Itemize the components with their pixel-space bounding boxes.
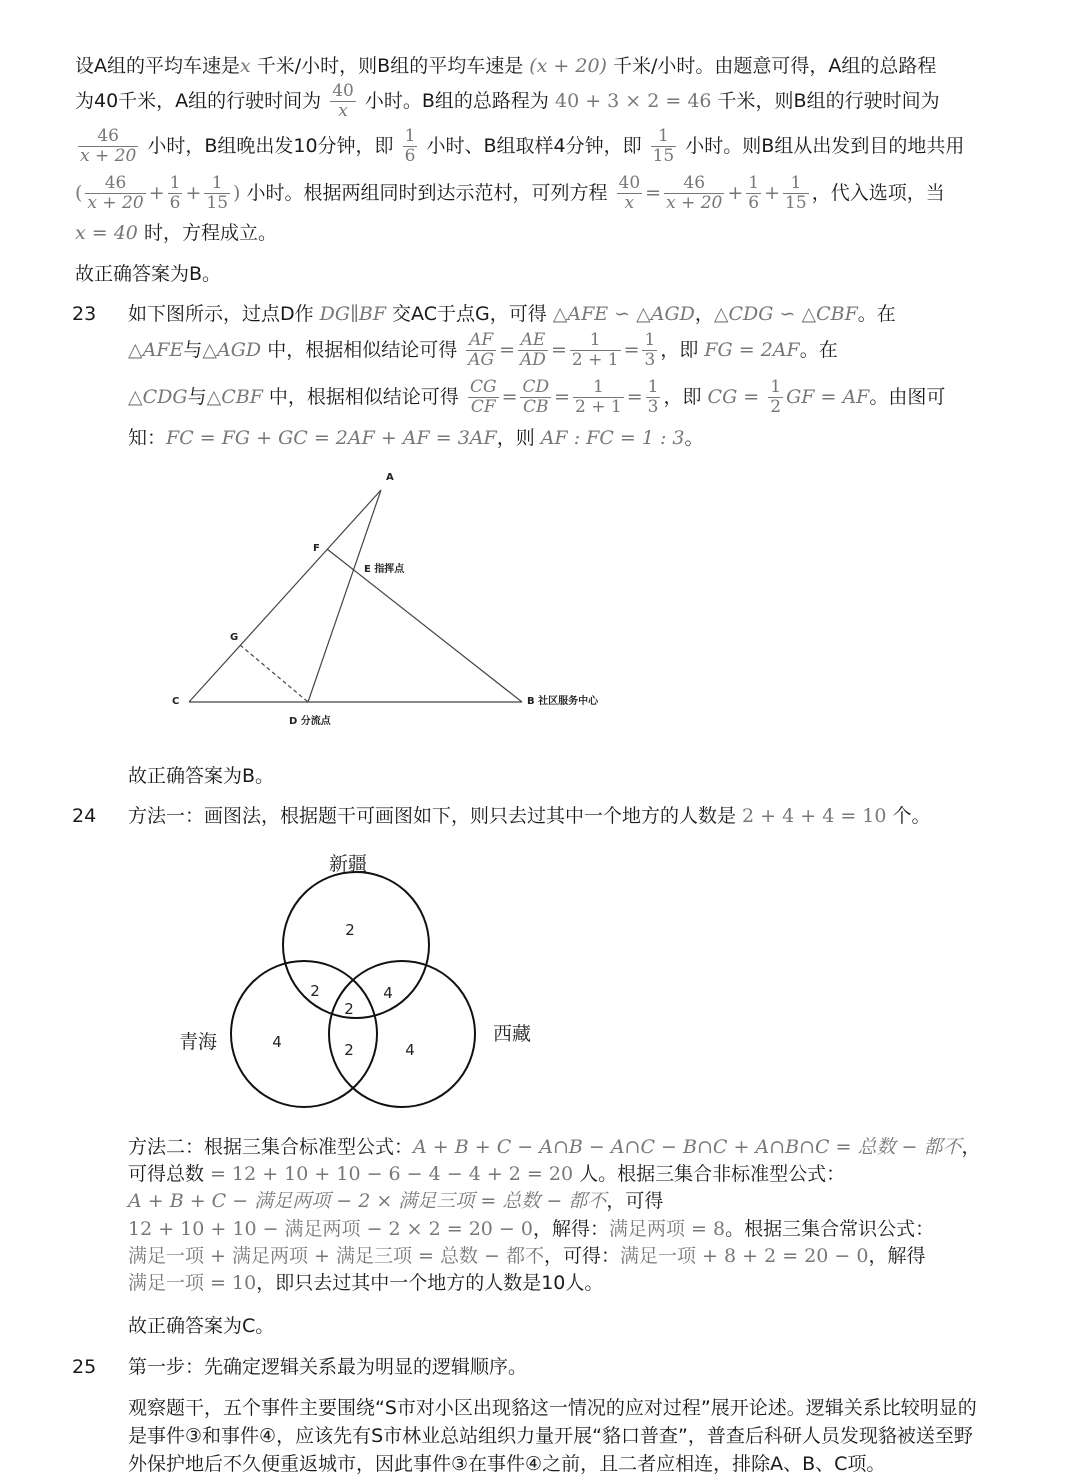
- fraction: $\frac{CG}{CF}$: [469, 377, 497, 417]
- fraction: $\frac{1}{2}$: [770, 377, 782, 417]
- q24-method2-line-2: 可得总数 = 12 + 10 + 10 − 6 − 4 − 4 + 2 = 20 人。根据三集合非标准型公式：: [128, 1163, 846, 1185]
- label-g: G: [230, 632, 239, 643]
- q22-answer: 故正确答案为B。: [75, 263, 222, 285]
- fraction: $\frac{1}{15}$: [785, 173, 807, 213]
- fraction: $\frac{40}{x}$: [332, 81, 354, 121]
- q25-paragraph-line-2: 是事件③和事件④，应该先有S市林业总站组织力量开展“貉口普查”，普查后科研人员发现貉被送至野: [128, 1425, 973, 1447]
- q25-paragraph-line-3: 外保护地后不久便重返城市，因此事件③在事件④之前，且二者应相连，排除A、B、C项。: [128, 1453, 886, 1475]
- segment-gd-dashed: [240, 645, 308, 702]
- segment-ad: [308, 490, 381, 702]
- q23-line-4: 知：FC = FG + GC = 2AF + AF = 3AF，则 AF : FC = 1 : 3。: [128, 427, 704, 449]
- venn-circle-qinghai: [231, 961, 377, 1107]
- q24-line-1: 方法一：画图法，根据题干可画图如下，则只去过其中一个地方的人数是 2 + 4 + 4 = 10 个。: [128, 805, 931, 827]
- q22-line-2: 为40千米，A组的行驶时间为 $\frac{40}{x}$ 小时。B组的总路程为 40 + 3 × 2 = 46 千米，则B组的行驶时间为: [75, 81, 940, 121]
- q23-line-3: △CDG与△CBF 中，根据相似结论可得 $\frac{CG}{CF}$ = $\frac{CD}{CB}$ = $\frac{1}{2 + 1}$ = $\frac{1}{3}$ ，即 CG = $\frac{1}{2}$ GF = AF。由图可: [128, 377, 946, 417]
- fraction: $\frac{1}{15}$: [206, 173, 229, 213]
- venn-center: 2: [344, 1000, 354, 1018]
- q24-method2-line-6: 满足一项 = 10，即只去过其中一个地方的人数是10人。: [128, 1272, 604, 1294]
- label-d: D 分流点: [289, 716, 331, 727]
- q23-answer: 故正确答案为B。: [128, 765, 275, 787]
- fraction: $\frac{1}{6}$: [169, 173, 181, 213]
- q24-method2-line-3: A + B + C − 满足两项 − 2 × 满足三项 = 总数 − 都不，可得: [128, 1190, 664, 1212]
- label-b: B 社区服务中心: [527, 696, 599, 707]
- fraction: $\frac{1}{3}$: [644, 330, 656, 370]
- q25-step-1: 第一步：先确定逻辑关系最为明显的逻辑顺序。: [128, 1356, 528, 1378]
- q22-line-3: $\frac{46}{x + 20}$ 小时，B组晚出发10分钟，即 $\frac{1}{6}$ 小时、B组取样4分钟，即 $\frac{1}{15}$ 小时。则B组从出发到目的地共用: [80, 126, 965, 166]
- label-e: E 指挥点: [364, 564, 405, 575]
- venn-top-right: 4: [383, 984, 393, 1002]
- q23-line-2: △AFE与△AGD 中，根据相似结论可得 $\frac{AF}{AG}$ = $\frac{AE}{AD}$ = $\frac{1}{2 + 1}$ = $\frac{1}{3}$ ，即 FG = 2AF。在: [128, 330, 838, 370]
- label-a: A: [386, 472, 394, 483]
- q24-method2-line-1: 方法二：根据三集合标准型公式：A + B + C − A∩B − A∩C − B∩C + A∩B∩C = 总数 − 都不，: [128, 1136, 981, 1158]
- fraction: $\frac{1}{6}$: [748, 173, 760, 213]
- venn-circle-xizang: [329, 961, 475, 1107]
- venn-label-xizang: 西藏: [492, 1023, 532, 1045]
- q22-line-5: x = 40 时，方程成立。: [75, 222, 277, 244]
- fraction: $\frac{40}{x}$: [618, 173, 641, 213]
- q24-method2-line-4: 12 + 10 + 10 − 满足两项 − 2 × 2 = 20 − 0，解得：满足两项 = 8。根据三集合常识公式：: [128, 1218, 935, 1240]
- segment-ac: [189, 490, 381, 702]
- fraction: $\frac{AF}{AG}$: [468, 330, 495, 370]
- venn-label-qinghai: 青海: [178, 1031, 218, 1053]
- fraction: $\frac{1}{2 + 1}$: [571, 330, 619, 370]
- fraction: $\frac{1}{3}$: [647, 377, 659, 417]
- venn-top-left: 2: [310, 982, 320, 1000]
- question-number-24: 24: [72, 805, 97, 827]
- venn-right-only: 4: [405, 1041, 415, 1059]
- fraction: $\frac{46}{x + 20}$: [666, 173, 723, 213]
- fraction: $\frac{1}{2 + 1}$: [575, 377, 622, 417]
- fraction: $\frac{46}{x + 20}$: [80, 126, 137, 166]
- fraction: $\frac{1}{15}$: [652, 126, 675, 166]
- question-number-23: 23: [72, 303, 97, 325]
- fraction: $\frac{1}{6}$: [404, 126, 416, 166]
- q22-line-1: 设A组的平均车速是x 千米/小时，则B组的平均车速是 (x + 20) 千米/小时。由题意可得，A组的总路程: [75, 55, 937, 77]
- fraction: $\frac{AE}{AD}$: [520, 330, 546, 370]
- q24-method2-line-5: 满足一项 + 满足两项 + 满足三项 = 总数 − 都不，可得：满足一项 + 8 + 2 = 20 − 0，解得: [128, 1245, 926, 1267]
- venn-left-right: 2: [344, 1041, 354, 1059]
- label-f: F: [313, 543, 320, 554]
- venn-top-only: 2: [345, 921, 355, 939]
- fraction: $\frac{46}{x + 20}$: [87, 173, 144, 213]
- venn-left-only: 4: [272, 1033, 282, 1051]
- venn-circle-xinjiang: [283, 872, 429, 1018]
- label-c: C: [172, 696, 180, 707]
- venn-label-xinjiang: 新疆: [328, 853, 368, 875]
- q22-line-4: ( $\frac{46}{x + 20}$ + $\frac{1}{6}$ + $\frac{1}{15}$ ) 小时。根据两组同时到达示范村，可列方程 $\frac{40}{x}$ = $\frac{46}{x + 20}$ + $\frac{1}{6}$ + $\frac{1}{15}$ ，代入选项，当: [75, 173, 945, 213]
- fraction: $\frac{CD}{CB}$: [522, 377, 550, 417]
- q23-line-1: 如下图所示，过点D作 DG∥BF 交AC于点G，可得 △AFE ∽ △AGD，△CDG ∽ △CBF。在: [128, 303, 896, 325]
- segment-fb: [327, 549, 522, 702]
- q25-paragraph-line-1: 观察题干，五个事件主要围绕“S市对小区出现貉这一情况的应对过程”展开论述。逻辑关系比较明显的: [128, 1397, 977, 1419]
- q24-answer: 故正确答案为C。: [128, 1315, 275, 1337]
- venn-diagram: [160, 845, 580, 1115]
- question-number-25: 25: [72, 1356, 97, 1378]
